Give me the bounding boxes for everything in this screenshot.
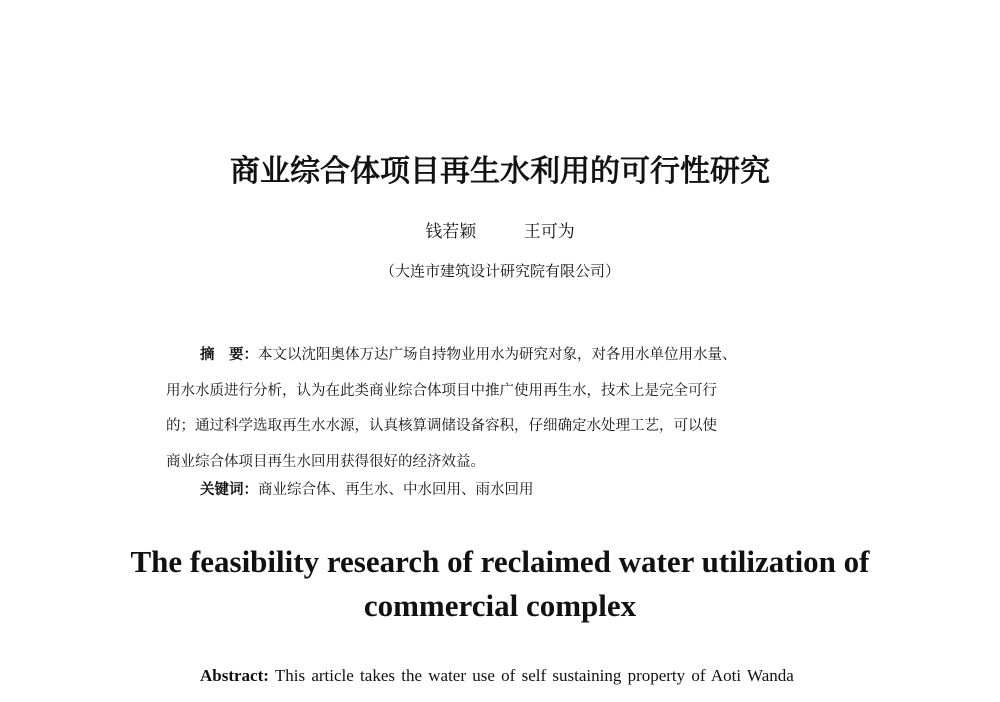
author-2: 王可为	[523, 222, 575, 242]
chinese-title: 商业综合体项目再生水利用的可行性研究	[230, 154, 770, 189]
english-abstract-label: Abstract:	[200, 666, 269, 685]
english-abstract	[200, 666, 794, 686]
english-title-line-1: The feasibility research of reclaimed water utilization of	[130, 544, 870, 579]
english-title-line-2: commercial complex	[363, 588, 637, 623]
author-1: 钱若颖	[425, 222, 477, 242]
abstract-text: 本文以沈阳奥体万达广场自持物业用水为研究对象，对各用水单位用水量、	[258, 347, 737, 363]
abstract-label: 摘 要：	[200, 347, 258, 363]
keywords-label: 关键词：	[200, 482, 258, 498]
english-abstract-text: This article takes the water use of self sustaining property of Aoti Wanda	[268, 666, 794, 685]
chinese-abstract	[166, 338, 831, 480]
abstract-line-1	[166, 338, 831, 374]
abstract-line-3: 的；通过科学选取再生水水源，认真核算调储设备容积，仔细确定水处理工艺，可以使	[166, 418, 717, 434]
affiliation: （大连市建筑设计研究院有限公司）	[379, 262, 620, 280]
abstract-line-2: 用水水质进行分析，认为在此类商业综合体项目中推广使用再生水，技术上是完全可行	[166, 382, 717, 399]
abstract-line-4: 商业综合体项目再生水回用获得很好的经济效益。	[166, 453, 485, 470]
author-list	[0, 217, 1000, 242]
english-title	[0, 540, 1000, 628]
keywords-text: 商业综合体、再生水、中水回用、雨水回用	[258, 482, 534, 498]
chinese-keywords	[200, 478, 534, 499]
